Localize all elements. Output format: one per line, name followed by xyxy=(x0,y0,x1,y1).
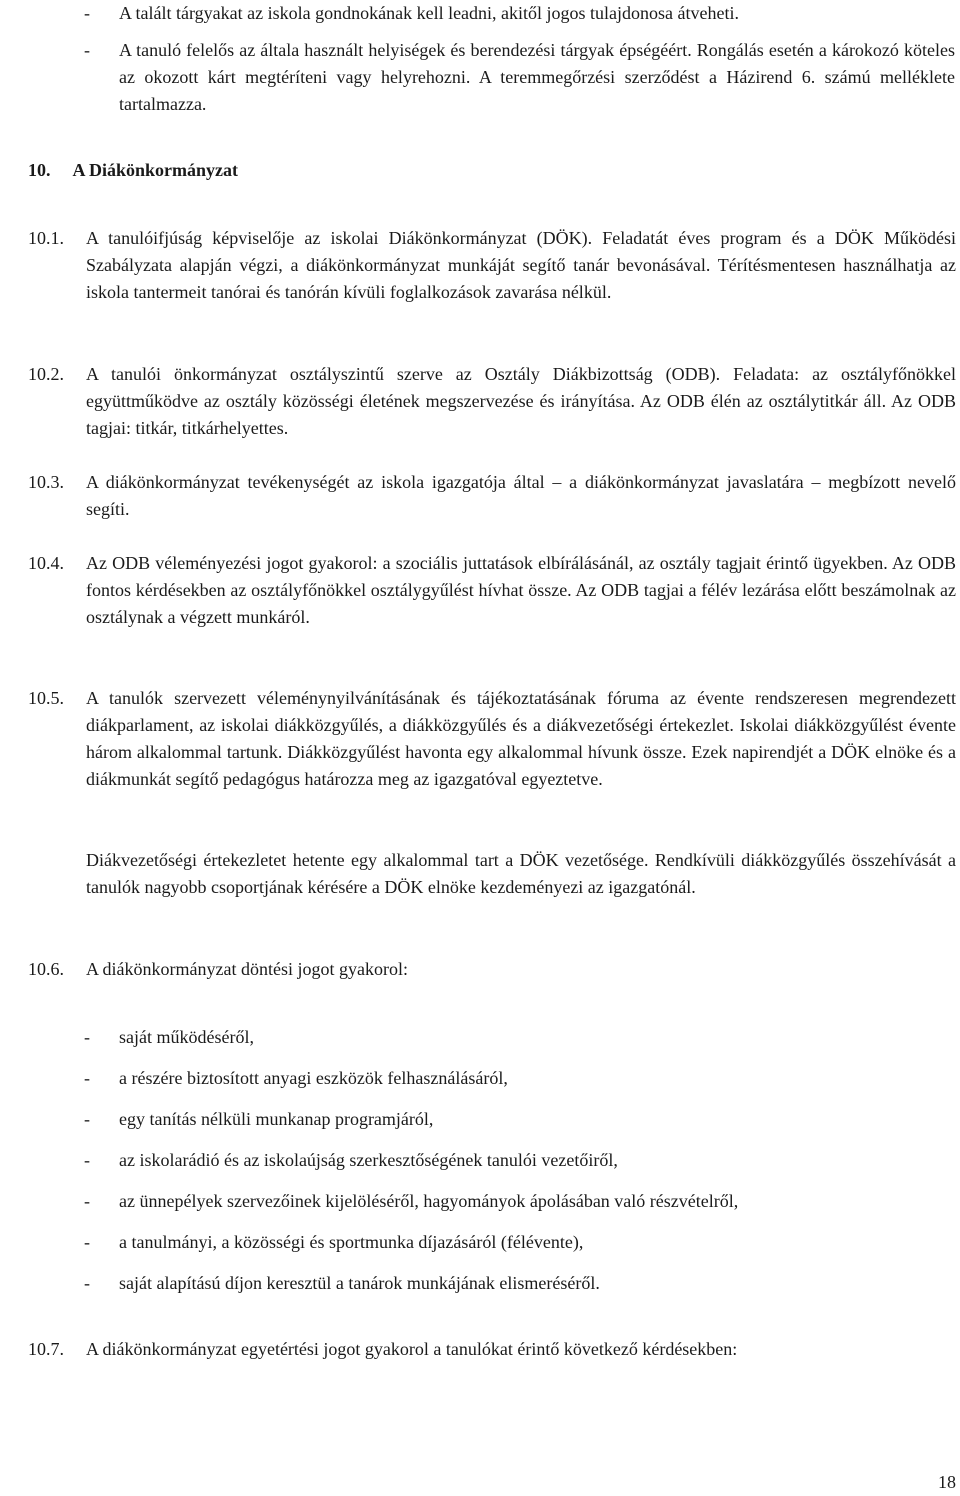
section-title: A Diákönkormányzat xyxy=(72,160,239,180)
list-dash: - xyxy=(84,1150,90,1170)
list-item-text: saját működéséről, xyxy=(119,1027,254,1047)
paragraph-number: 10.4. xyxy=(28,553,64,573)
paragraph-number: 10.5. xyxy=(28,688,64,708)
section-heading xyxy=(28,157,238,184)
list-item-text: egy tanítás nélküli munkanap programjáról, xyxy=(119,1109,434,1129)
list-item-text: az ünnepélyek szervezőinek kijelöléséről, hagyományok ápolásában való részvételről, xyxy=(119,1191,739,1211)
page-number: 18 xyxy=(938,1472,956,1492)
paragraph-text: A tanulóifjúság képviselője az iskolai Diákönkormányzat (DÖK). Feladatát éves program és a DÖK Működési Szabályzata alapján végzi, a diákönkormányzat munkáját segítő tanár bevonásával. Térítésmentesen használhatja az iskola tantermeit tanórai és tanórán kívüli foglalkozások zavarása nélkül. xyxy=(86,228,956,302)
list-dash: - xyxy=(84,1232,90,1252)
list-dash: - xyxy=(84,1273,90,1293)
paragraph-text: Diákvezetőségi értekezletet hetente egy alkalommal tart a DÖK vezetősége. Rendkívüli diákközgyűlés összehívását a tanulók nagyobb csoportjának kérésére a DÖK elnöke kezdeményezi az igazgatónál. xyxy=(86,850,956,897)
paragraph-number: 10.3. xyxy=(28,472,64,492)
paragraph-number: 10.6. xyxy=(28,959,64,979)
list-dash: - xyxy=(84,1068,90,1088)
paragraph-number: 10.7. xyxy=(28,1339,64,1359)
paragraph-text: A diákönkormányzat tevékenységét az iskola igazgatója által – a diákönkormányzat javaslatára – megbízott nevelő segíti. xyxy=(86,472,956,519)
paragraph-number: 10.1. xyxy=(28,228,64,248)
list-dash: - xyxy=(84,1027,90,1047)
list-item-text: A talált tárgyakat az iskola gondnokának kell leadni, akitől jogos tulajdonosa átveheti. xyxy=(119,3,740,23)
paragraph-text: A tanulói önkormányzat osztályszintű szerve az Osztály Diákbizottság (ODB). Feladata: az osztályfőnökkel együttműködve az osztály közösségi életének megszervezése és irányítása. Az ODB élén az osztálytitkár áll. Az ODB tagjai: titkár, titkárhelyettes. xyxy=(86,364,956,438)
list-dash: - xyxy=(84,3,90,23)
section-number: 10. xyxy=(28,160,51,180)
list-item-text: saját alapítású díjon keresztül a tanárok munkájának elismeréséről. xyxy=(119,1273,600,1293)
paragraph-text: A diákönkormányzat egyetértési jogot gyakorol a tanulókat érintő következő kérdésekben: xyxy=(86,1339,738,1359)
list-item-text: A tanuló felelős az általa használt helyiségek és berendezési tárgyak épségéért. Rongálás esetén a károkozó köteles az okozott kárt megtéríteni vagy helyrehozni. A teremmegőrzési szerződést a Házirend 6. számú melléklete tartalmazza. xyxy=(119,40,955,114)
paragraph-number: 10.2. xyxy=(28,364,64,384)
list-item-text: a tanulmányi, a közösségi és sportmunka díjazásáról (félévente), xyxy=(119,1232,584,1252)
paragraph-text: A diákönkormányzat döntési jogot gyakorol: xyxy=(86,959,408,979)
list-item-text: a részére biztosított anyagi eszközök felhasználásáról, xyxy=(119,1068,508,1088)
paragraph-text: A tanulók szervezett véleménynyilvánításának és tájékoztatásának fóruma az évente rendszeresen megrendezett diákparlament, az iskolai diákközgyűlés, a diákközgyűlés és a diákvezetőségi értekezlet. Iskolai diákközgyűlést évente három alkalommal tartunk. Diákközgyűlést havonta egy alkalommal hívunk össze. Ezek napirendjét a DÖK elnöke és a diákmunkát segítő pedagógus határozza meg az igazgatóval egyeztetve. xyxy=(86,688,956,789)
list-dash: - xyxy=(84,1191,90,1211)
paragraph-text: Az ODB véleményezési jogot gyakorol: a szociális juttatások elbírálásánál, az osztály tagjait érintő ügyekben. Az ODB fontos kérdésekben az osztályfőnökkel osztálygyűlést hívhat össze. Az ODB tagjai a félév lezárása előtt beszámolnak az osztálynak a végzett munkáról. xyxy=(86,553,956,627)
list-item-text: az iskolarádió és az iskolaújság szerkesztőségének tanulói vezetőiről, xyxy=(119,1150,618,1170)
list-dash: - xyxy=(84,40,90,60)
list-dash: - xyxy=(84,1109,90,1129)
